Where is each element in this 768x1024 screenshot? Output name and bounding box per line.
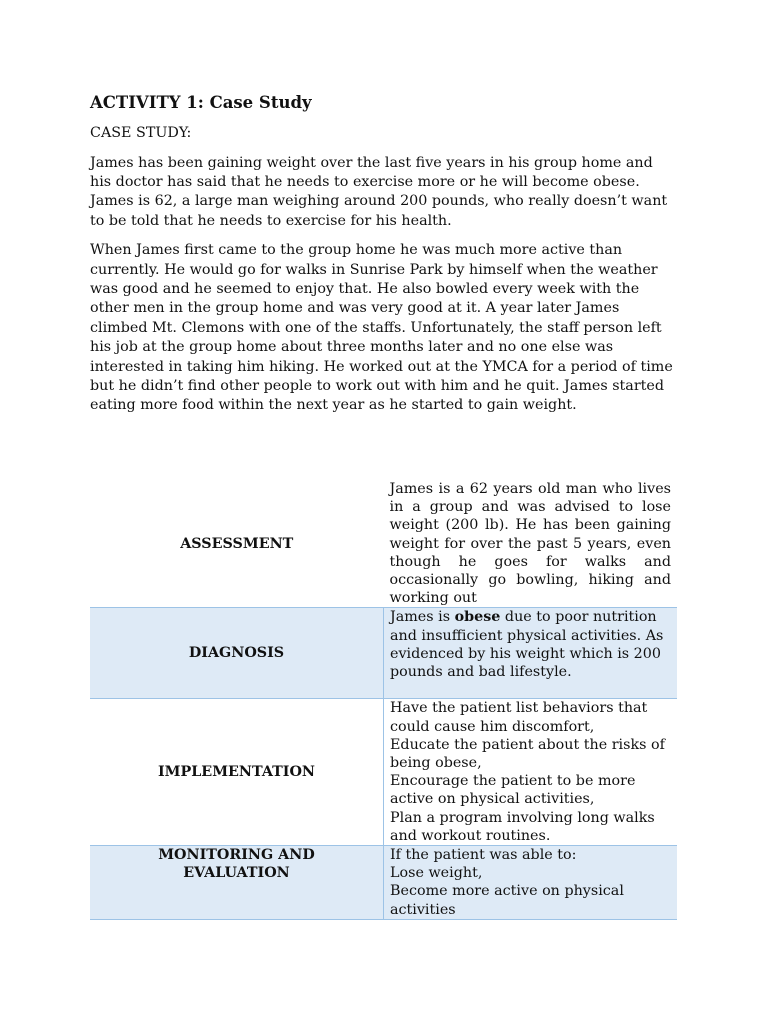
assessment-row (90, 480, 677, 608)
monitoring-row (90, 846, 677, 920)
diagnosis-text (384, 608, 678, 699)
document-body (90, 92, 678, 426)
implementation-item: Have the patient list behaviors that could cause him discomfort, (390, 700, 648, 735)
monitoring-item: If the patient was able to: (390, 847, 577, 864)
monitoring-label (90, 846, 384, 920)
monitoring-text (384, 846, 678, 920)
case-paragraph-2: When James first came to the group home he was much more active than currently. He would go for walks in Sunrise Park by himself when the weather was good and he seemed to enjoy that. He also bowled every week with the other men in the group home and was very good at it. A year later James climbed Mt. Clemons with one of the staffs. Unfortunately, the staff person left his job at the group home about three months later and no one else was interested in taking him hiking. He worked out at the YMCA for a period of time but he didn’t find other people to work out with him and he quit. James started eating more food within the next year as he started to gain weight. (90, 242, 673, 414)
diagnosis-text-after: due to poor nutrition and insufficient physical activities. As evidenced by his weight which is 200 pounds and bad lifestyle. (390, 609, 664, 681)
assessment-label: ASSESSMENT (180, 535, 294, 552)
diagnosis-row (90, 608, 677, 699)
implementation-item: Plan a program involving long walks and workout routines. (390, 809, 655, 844)
diagnosis-text-before: James is (390, 609, 455, 626)
diagnosis-text-bold: obese (454, 609, 501, 626)
monitoring-label-line-1: MONITORING AND (158, 847, 315, 864)
monitoring-item: Lose weight, (390, 865, 483, 882)
diagnosis-label: DIAGNOSIS (90, 608, 384, 699)
implementation-item: Encourage the patient to be more active on physical activities, (390, 773, 636, 808)
implementation-row (90, 699, 677, 846)
implementation-text (384, 699, 678, 846)
implementation-item: Educate the patient about the risks of being obese, (390, 736, 665, 772)
implementation-label: IMPLEMENTATION (90, 699, 384, 846)
monitoring-label-line-2: EVALUATION (183, 865, 290, 882)
activity-heading: ACTIVITY 1: Case Study (90, 93, 312, 112)
case-study-label: CASE STUDY: (90, 125, 192, 141)
assessment-text: James is a 62 years old man who lives in a group and was advised to lose weight (200 lb). He has been gaining weight for over the past 5 years, even though he goes for walks and occasionally go bowling, hiking and working out (389, 481, 671, 607)
monitoring-item: Become more active on physical activities (390, 883, 624, 918)
case-paragraph-1: James has been gaining weight over the last five years in his group home and his doctor has said that he needs to exercise more or he will become obese. James is 62, a large man weighing around 200 pounds, who really doesn’t want to be told that he needs to exercise for his health. (90, 154, 668, 229)
care-plan-table (90, 480, 677, 920)
